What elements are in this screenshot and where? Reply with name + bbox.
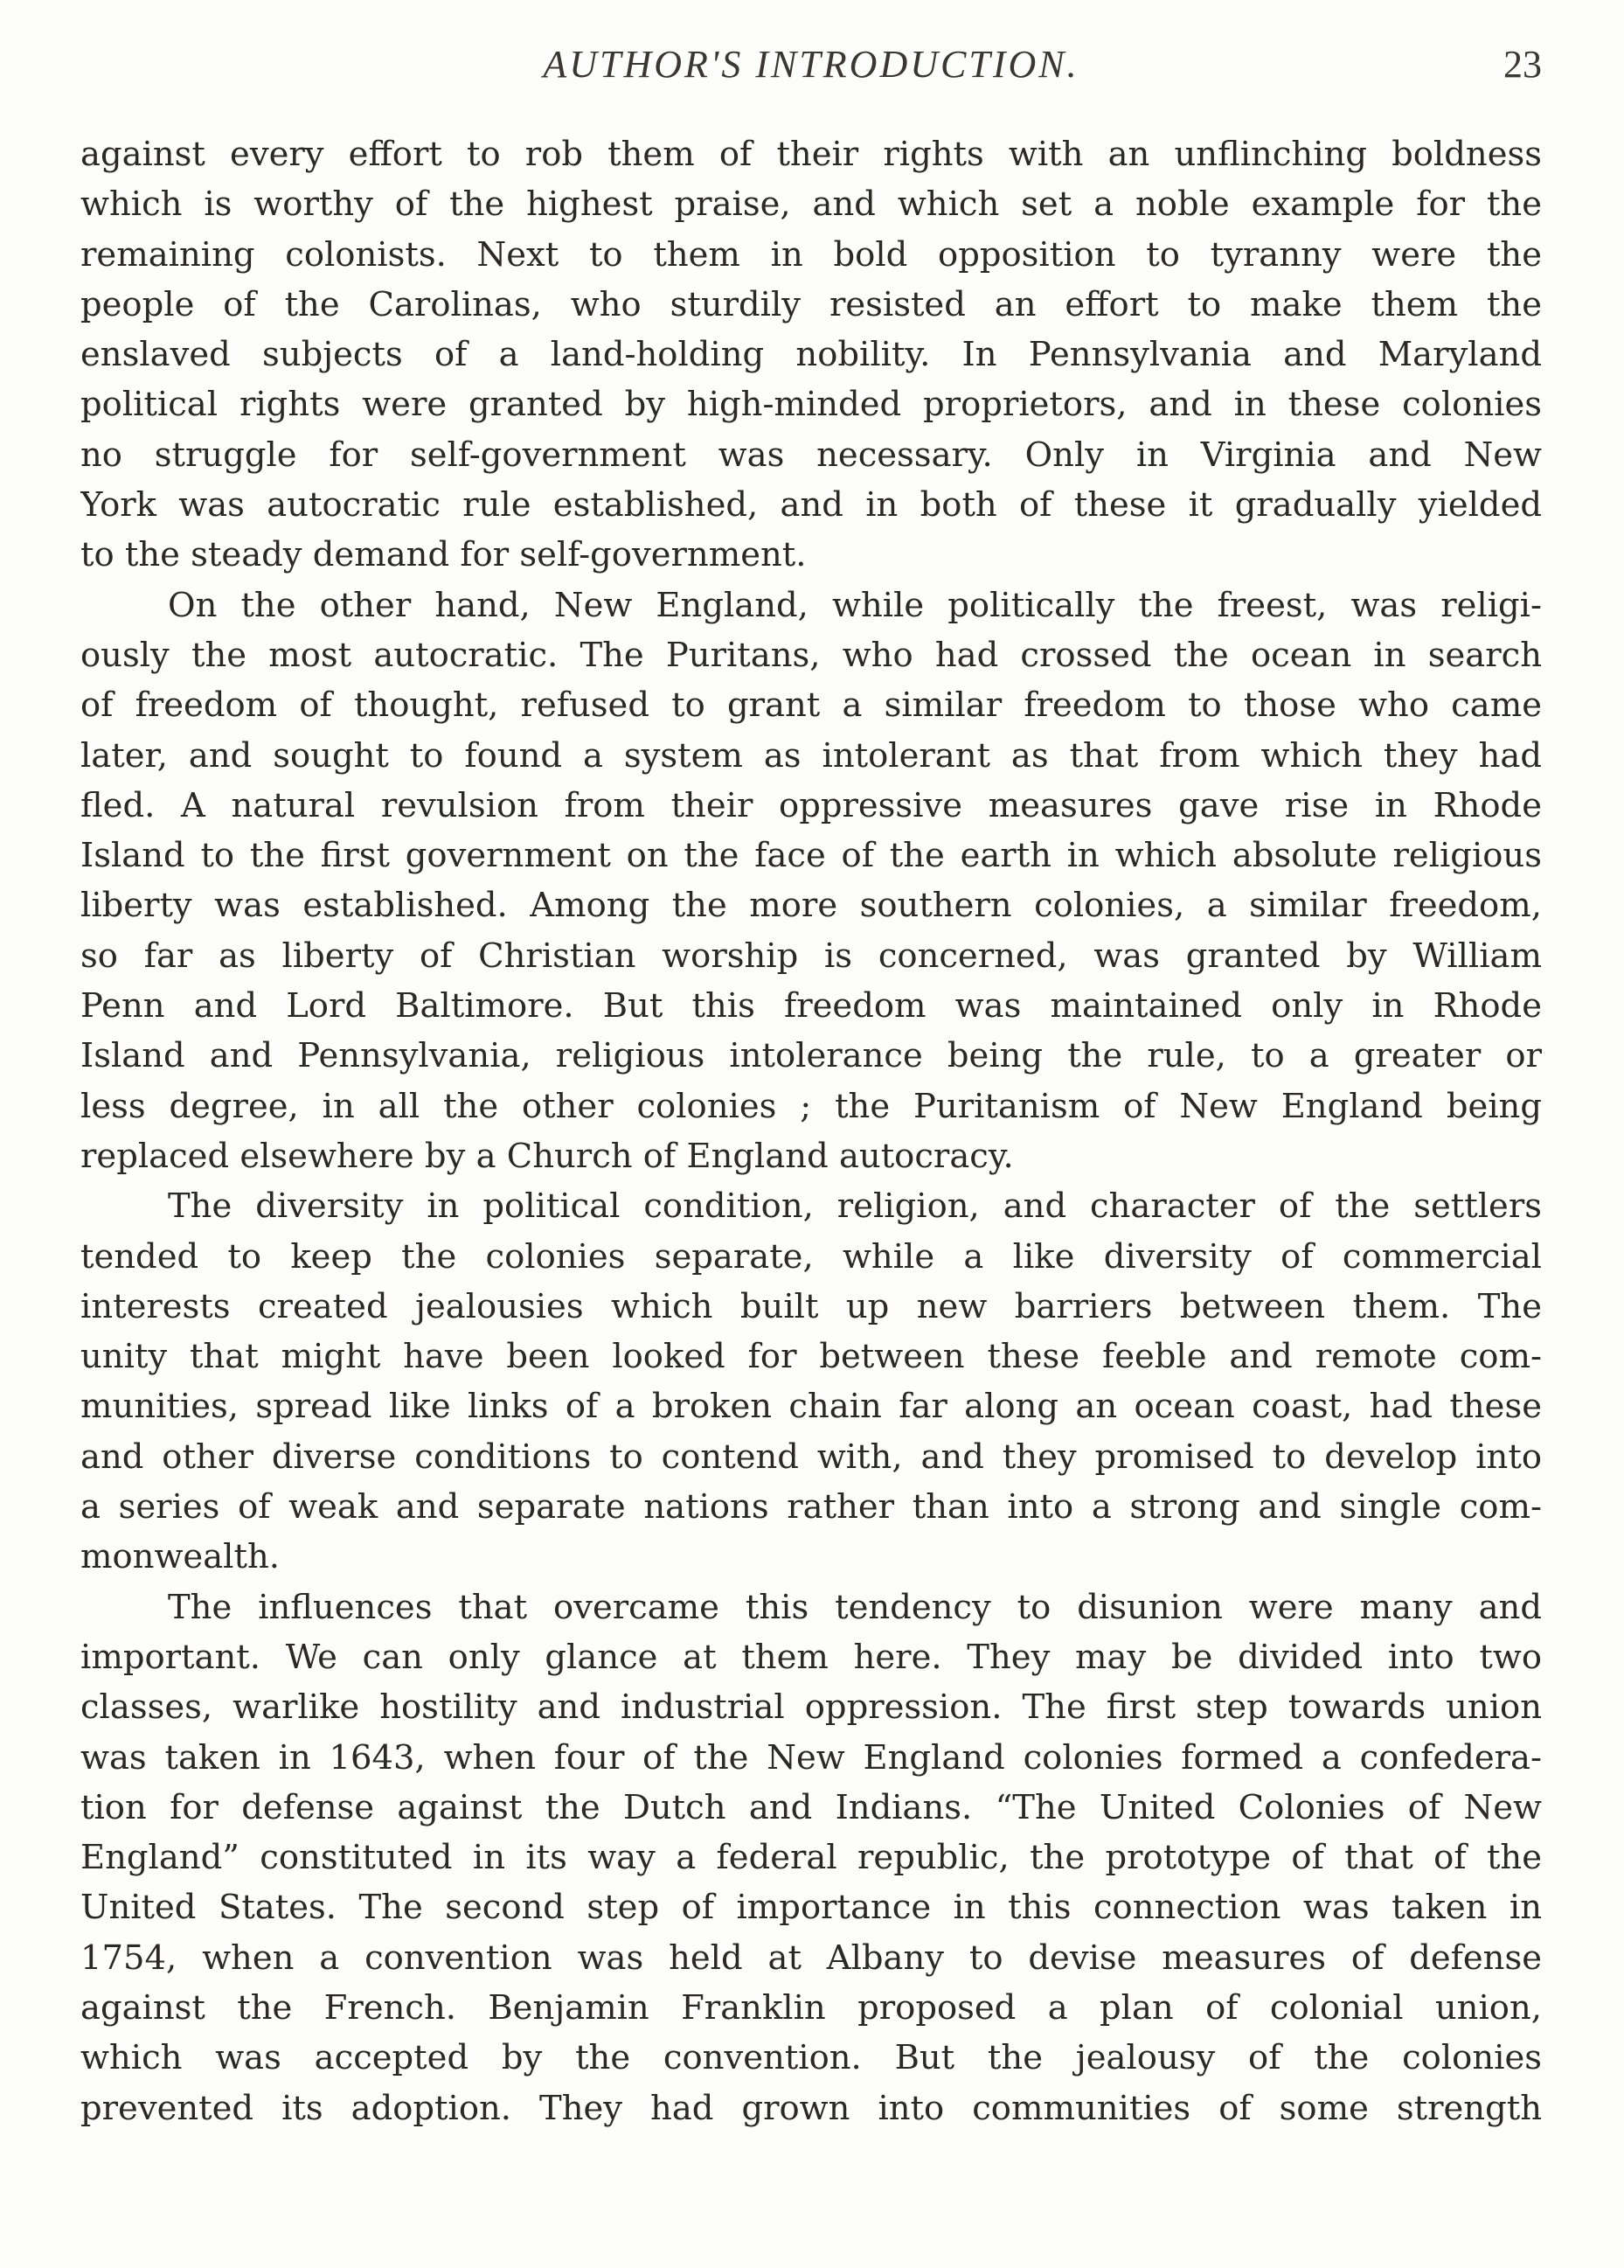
text-line: classes, warlike hostility and industrial oppression. The first step towards union	[80, 1687, 1542, 1728]
text-line: enslaved subjects of a land-holding nobility. In Pennsylvania and Maryland	[80, 335, 1542, 375]
text-line: monwealth.	[80, 1537, 280, 1577]
text-line: which was accepted by the convention. But the jealousy of the colonies	[80, 2038, 1542, 2078]
text-line: and other diverse conditions to contend with, and they promised to develop into	[80, 1437, 1542, 1477]
text-line: England” constituted in its way a federal republic, the prototype of that of the	[80, 1838, 1542, 1878]
text-line: unity that might have been looked for between these feeble and remote com-	[80, 1337, 1542, 1377]
running-title: AUTHOR'S INTRODUCTION.	[543, 43, 1079, 86]
text-line: prevented its adoption. They had grown into communities of some strength	[80, 2088, 1542, 2128]
paragraph-start-line: The influences that overcame this tendency to disunion were many and	[168, 1587, 1542, 1627]
paragraph-start-line: On the other hand, New England, while politically the freest, was religi-	[168, 585, 1542, 625]
text-line: which is worthy of the highest praise, and which set a noble example for the	[80, 184, 1542, 225]
text-line: 1754, when a convention was held at Albany to devise measures of defense	[80, 1938, 1542, 1978]
text-line: Island to the first government on the face of the earth in which absolute religious	[80, 836, 1542, 876]
text-line: less degree, in all the other colonies ; the Puritanism of New England being	[80, 1086, 1542, 1126]
text-line: replaced elsewhere by a Church of England autocracy.	[80, 1136, 1014, 1176]
text-line: munities, spread like links of a broken chain far along an ocean coast, had these	[80, 1387, 1542, 1427]
text-line: fled. A natural revulsion from their oppressive measures gave rise in Rhode	[80, 785, 1542, 825]
text-line: United States. The second step of importance in this connection was taken in	[80, 1888, 1542, 1928]
text-line: a series of weak and separate nations rather than into a strong and single com-	[80, 1487, 1542, 1527]
text-line: important. We can only glance at them here. They may be divided into two	[80, 1637, 1542, 1677]
text-line: Penn and Lord Baltimore. But this freedom was maintained only in Rhode	[80, 986, 1542, 1026]
paragraph-start-line: The diversity in political condition, religion, and character of the settlers	[168, 1186, 1542, 1227]
text-line: against every effort to rob them of their rights with an unflinching boldness	[80, 135, 1542, 174]
text-line: tended to keep the colonies separate, while a like diversity of commercial	[80, 1236, 1542, 1277]
text-line: was taken in 1643, when four of the New England colonies formed a confedera-	[80, 1737, 1542, 1778]
text-line: liberty was established. Among the more southern colonies, a similar freedom,	[80, 886, 1542, 926]
page-number: 23	[1503, 43, 1542, 86]
text-line: Island and Pennsylvania, religious intolerance being the rule, to a greater or	[80, 1036, 1542, 1076]
text-line: to the steady demand for self-government.	[80, 535, 807, 575]
text-line: York was autocratic rule established, and in both of these it gradually yielded	[80, 485, 1542, 525]
text-line: remaining colonists. Next to them in bold opposition to tyranny were the	[80, 234, 1542, 275]
text-line: of freedom of thought, refused to grant a similar freedom to those who came	[80, 685, 1542, 726]
text-line: later, and sought to found a system as intolerant as that from which they had	[80, 735, 1542, 776]
text-line: ously the most autocratic. The Puritans, who had crossed the ocean in search	[80, 635, 1542, 675]
text-line: people of the Carolinas, who sturdily resisted an effort to make them the	[80, 284, 1542, 324]
text-line: interests created jealousies which built up new barriers between them. The	[80, 1286, 1542, 1326]
page-header	[80, 42, 1542, 103]
text-line: political rights were granted by high-minded proprietors, and in these colonies	[80, 385, 1542, 425]
body-text	[80, 129, 1542, 2133]
text-line: against the French. Benjamin Franklin proposed a plan of colonial union,	[80, 1987, 1542, 2028]
text-line: so far as liberty of Christian worship is concerned, was granted by William	[80, 936, 1542, 976]
text-line: no struggle for self-government was necessary. Only in Virginia and New	[80, 435, 1542, 475]
text-line: tion for defense against the Dutch and Indians. “The United Colonies of New	[80, 1787, 1542, 1827]
